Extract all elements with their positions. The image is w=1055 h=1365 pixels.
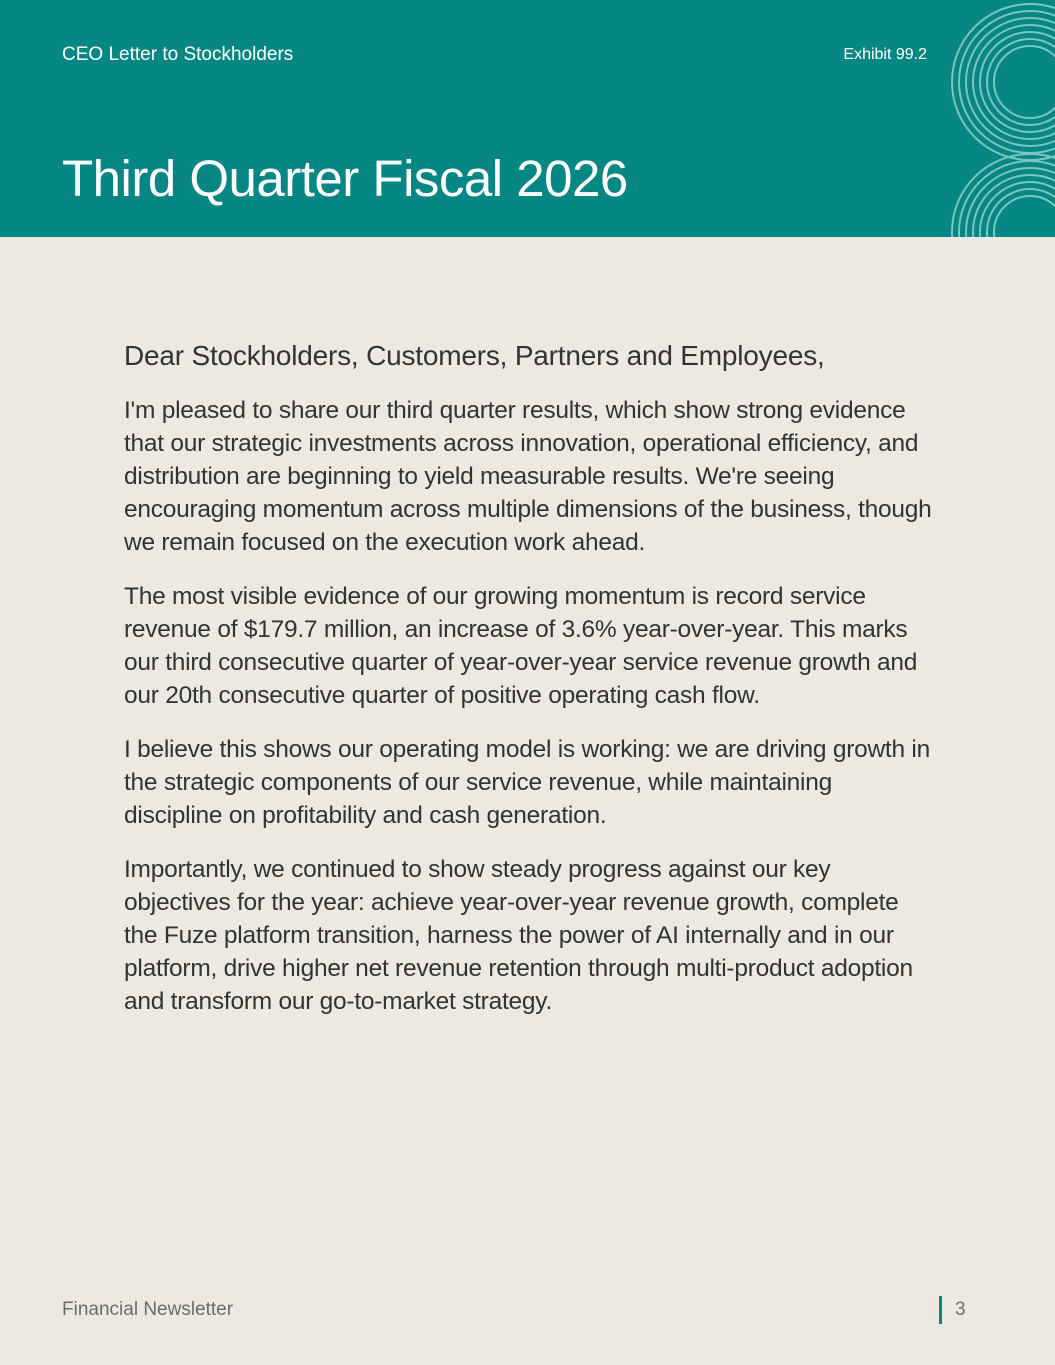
letter-paragraph: Importantly, we continued to show steady progress against our key objectives for the year: achieve year-over-year revenue growth, complete the Fuze platform transition, harness the power of AI internally and in our platform, drive higher net revenue retention through multi-product adoption and transform our go-to-market strategy.	[124, 856, 913, 1015]
page-number: 3	[955, 1299, 966, 1320]
header-banner	[0, 0, 1055, 237]
concentric-arcs-decoration-icon	[930, 0, 1055, 237]
footer-label: Financial Newsletter	[62, 1299, 234, 1320]
letter-paragraph: The most visible evidence of our growing momentum is record service revenue of $179.7 million, an increase of 3.6% year-over-year. This marks our third consecutive quarter of year-over-year service revenue growth and our 20th consecutive quarter of positive operating cash flow.	[124, 583, 918, 709]
letter-paragraph: I believe this shows our operating model is working: we are driving growth in the strategic components of our service revenue, while maintaining discipline on profitability and cash generation.	[124, 736, 930, 829]
header-label: CEO Letter to Stockholders	[62, 44, 294, 65]
letter-salutation: Dear Stockholders, Customers, Partners and Employees,	[124, 340, 825, 371]
letter-paragraph: I'm pleased to share our third quarter results, which show strong evidence that our strategic investments across innovation, operational efficiency, and distribution are beginning to yield measurable results. We're seeing encouraging momentum across multiple dimensions of the business, though we remain focused on the execution work ahead.	[124, 397, 932, 556]
letter-body	[124, 338, 936, 1039]
exhibit-label: Exhibit 99.2	[843, 46, 927, 63]
page-title: Third Quarter Fiscal 2026	[62, 150, 628, 207]
footer-divider	[939, 1296, 942, 1324]
